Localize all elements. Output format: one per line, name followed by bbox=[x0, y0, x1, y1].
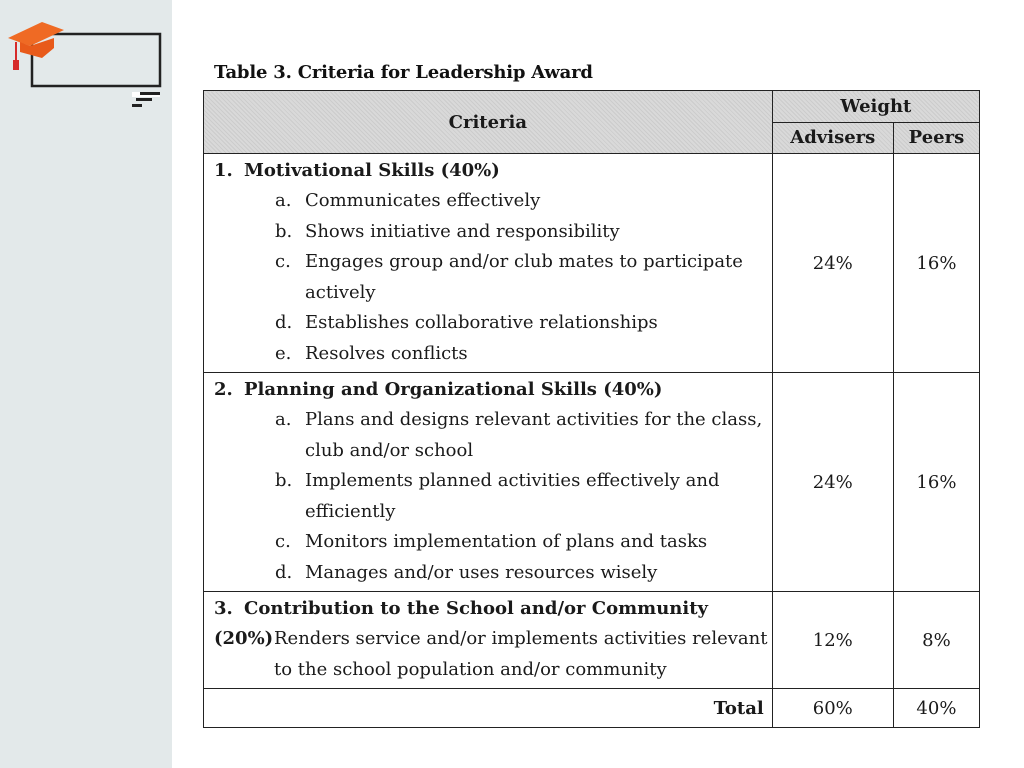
graduation-cap-logo-icon bbox=[6, 12, 166, 112]
advisers-weight: 12% bbox=[772, 592, 893, 689]
list-item: e. Resolves conflicts bbox=[275, 342, 468, 364]
list-item: c. Engages group and/or club mates to participate actively bbox=[275, 251, 743, 303]
list-item: d. Establishes collaborative relationships bbox=[275, 312, 658, 333]
table-title: Table 3. Criteria for Leadership Award bbox=[214, 62, 593, 83]
section-title: 2. Planning and Organizational Skills (40%) bbox=[214, 379, 663, 400]
list-item: b. Implements planned activities effectively and efficiently bbox=[275, 470, 720, 522]
weight-header: Weight bbox=[772, 91, 979, 123]
list-item: a. Plans and designs relevant activities for the class, club and/or school bbox=[275, 409, 763, 461]
peers-weight: 16% bbox=[893, 154, 979, 373]
section-criteria-cell bbox=[204, 373, 773, 592]
criteria-table bbox=[203, 90, 980, 728]
graduation-cap-icon bbox=[8, 22, 64, 70]
table-row bbox=[204, 592, 980, 689]
total-advisers: 60% bbox=[772, 689, 893, 728]
advisers-weight: 24% bbox=[772, 373, 893, 592]
section-description: Renders service and/or implements activities relevant to the school population and/or community bbox=[274, 628, 768, 680]
criteria-header: Criteria bbox=[204, 91, 773, 154]
table-row bbox=[204, 154, 980, 373]
list-item: b. Shows initiative and responsibility bbox=[275, 220, 620, 242]
list-item: d. Manages and/or uses resources wisely bbox=[275, 561, 658, 583]
list-item: a. Communicates effectively bbox=[275, 190, 541, 211]
table-row bbox=[204, 373, 980, 592]
peers-weight: 16% bbox=[893, 373, 979, 592]
section-criteria-cell bbox=[204, 592, 773, 689]
left-sidebar-panel bbox=[0, 0, 172, 768]
peers-header: Peers bbox=[893, 122, 979, 154]
total-row bbox=[204, 689, 980, 728]
section-criteria-cell bbox=[204, 154, 773, 373]
total-peers: 40% bbox=[893, 689, 979, 728]
total-label: Total bbox=[204, 689, 773, 728]
advisers-weight: 24% bbox=[772, 154, 893, 373]
section-title: 1. Motivational Skills (40%) bbox=[214, 160, 500, 181]
list-item: c. Monitors implementation of plans and tasks bbox=[275, 531, 708, 552]
section-title: 3. Contribution to the School and/or Community (20%) bbox=[214, 598, 708, 649]
advisers-header: Advisers bbox=[772, 122, 893, 154]
peers-weight: 8% bbox=[893, 592, 979, 689]
